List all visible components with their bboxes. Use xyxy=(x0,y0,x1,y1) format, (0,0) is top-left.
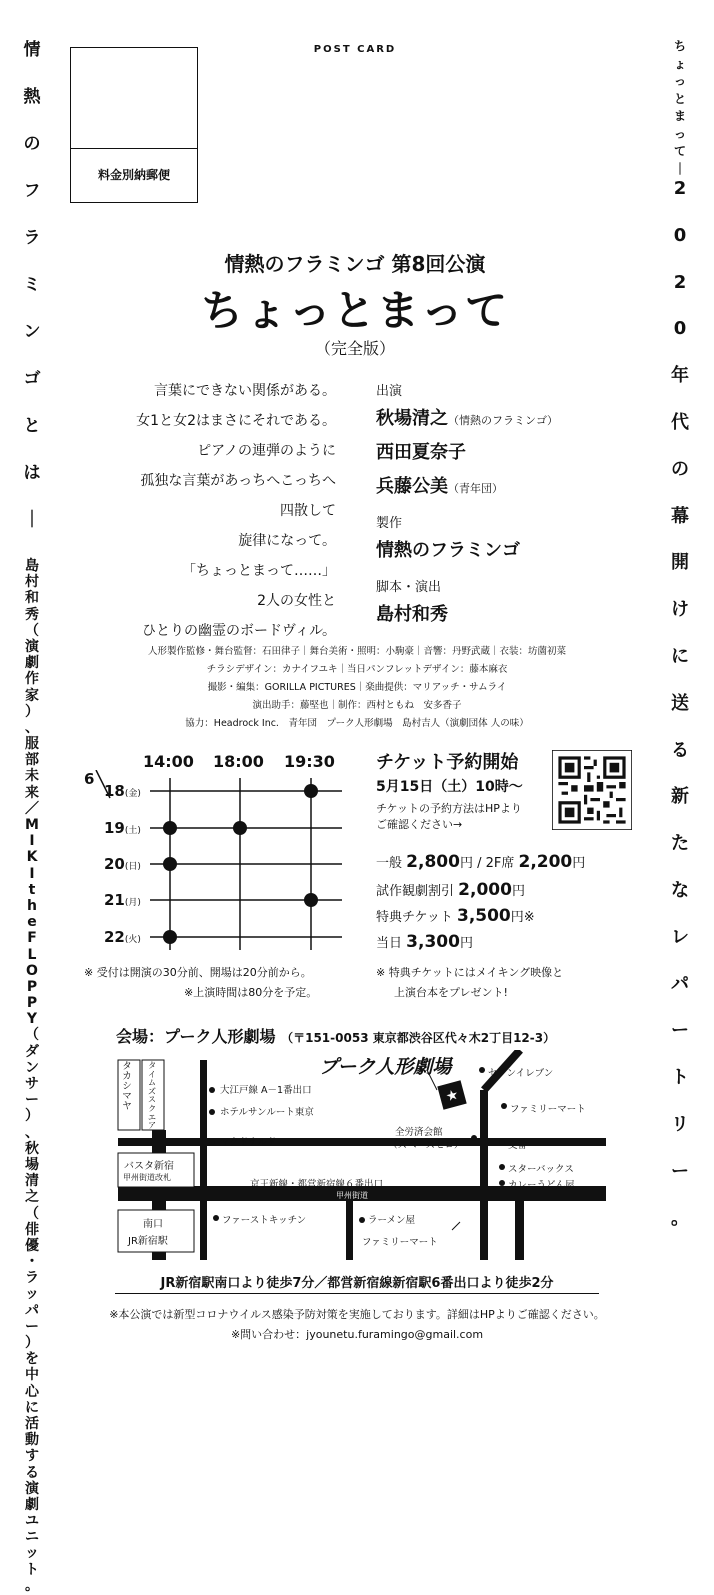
right-vertical-char-big: 2 xyxy=(673,178,687,199)
time-1: 14:00 xyxy=(143,752,194,771)
unit: 円 / 2F席 xyxy=(459,856,515,871)
map-hotel: ホテルサンルート東京 xyxy=(220,1107,314,1118)
left-vertical-char: F xyxy=(27,930,37,947)
left-vertical-char: 心 xyxy=(25,1383,39,1400)
left-vertical-char: 場 xyxy=(25,1156,39,1173)
ch: カ xyxy=(122,1071,132,1082)
left-vertical-char: （ xyxy=(25,1205,39,1222)
right-vertical-char-big: ー xyxy=(671,1020,689,1042)
poem-line: 「ちょっとまって……」 xyxy=(182,563,336,579)
left-vertical-char: 和 xyxy=(25,590,39,607)
ch: ズ xyxy=(148,1086,156,1096)
right-vertical-char-small: っ xyxy=(673,74,686,88)
left-vertical-char: ・ xyxy=(25,1254,39,1271)
left-vertical-char: （ xyxy=(25,622,39,639)
left-vertical-char: ラ xyxy=(23,228,41,248)
day: 21 xyxy=(104,891,125,909)
left-vertical-char: e xyxy=(27,914,37,931)
ch: タ xyxy=(122,1061,132,1072)
left-vertical-char: ッ xyxy=(25,1545,39,1562)
left-vertical-char: ） xyxy=(25,703,39,720)
left-vertical-char: ラ xyxy=(25,1270,39,1287)
left-vertical-char: M xyxy=(25,817,39,833)
note-bonus-1: ※ 特典チケットにはメイキング映像と xyxy=(376,966,564,979)
right-vertical-char-big: の xyxy=(671,458,689,480)
access-line: JR新宿駅南口より徒歩7分／都営新宿線新宿駅6番出口より徒歩2分 xyxy=(115,1272,599,1294)
left-vertical-char: 島 xyxy=(25,558,39,574)
map-koban: 交番 xyxy=(508,1140,528,1151)
cast-1 xyxy=(376,404,558,430)
left-vertical-char: 情 xyxy=(23,40,41,60)
staff-line: チラシデザイン：カナイフユキ｜当日パンフレットデザイン：藤本麻衣 xyxy=(206,664,508,675)
ch: イ xyxy=(148,1069,156,1079)
left-vertical-char: 中 xyxy=(25,1367,39,1384)
ch: ア xyxy=(148,1121,156,1131)
left-vertical-char: ／ xyxy=(25,800,39,817)
left-vertical-char: （ xyxy=(25,1027,39,1044)
prod-label: 製作 xyxy=(376,516,403,531)
producer: 情熱のフラミンゴ xyxy=(376,540,520,561)
map-seven: セブンイレブン xyxy=(488,1068,554,1079)
footer-contact[interactable]: ※問い合わせ：jyounetu.furamingo@gmail.com xyxy=(230,1328,484,1341)
title-sub: 情熱のフラミンゴ 第8回公演 xyxy=(224,252,486,276)
postage-box xyxy=(70,47,198,203)
poem-line: 孤独な言葉があっちへこっちへ xyxy=(140,473,336,489)
map-kaikan-1: 全労済会館 xyxy=(395,1127,443,1138)
price-bonus xyxy=(376,906,535,926)
performance-dot xyxy=(163,821,177,835)
right-vertical-text xyxy=(660,40,700,1256)
map-venue-name: プーク人形劇場 xyxy=(319,1056,452,1078)
cast-3-note: （青年団） xyxy=(448,482,503,495)
performance-dot xyxy=(163,930,177,944)
left-vertical-char: 来 xyxy=(25,784,39,801)
map-familymart-1: ファミリーマート xyxy=(510,1104,586,1115)
date-21 xyxy=(104,891,141,909)
right-vertical-char-small: ょ xyxy=(673,56,686,71)
staff-line: 人形製作監修・舞台監督：石田律子｜舞台美術・照明：小駒豪｜音響：丹野武蔵｜衣装：坊薗初菜 xyxy=(147,646,566,657)
venue-address: （〒151-0053 東京都渋谷区代々木2丁目12-3） xyxy=(281,1031,556,1045)
time-2: 18:00 xyxy=(213,752,264,771)
left-vertical-char: 劇 xyxy=(25,655,39,672)
right-vertical-char-big: レ xyxy=(671,926,689,948)
right-vertical-char-small: ち xyxy=(673,39,686,53)
right-vertical-char-big: け xyxy=(671,599,689,621)
label: 一般 xyxy=(376,856,403,871)
note-reception: ※ 受付は開演の30分前、開場は20分前から。 xyxy=(84,966,312,979)
performance-dot xyxy=(163,857,177,871)
label: 試作観劇割引 xyxy=(376,884,455,899)
left-vertical-char: 部 xyxy=(25,752,39,769)
right-vertical-char-big: 幕 xyxy=(671,505,689,527)
right-vertical-char-big: 2 xyxy=(673,271,687,293)
staff-credits xyxy=(80,643,634,733)
poem-line: 四散して xyxy=(280,503,336,519)
performance-dot xyxy=(304,784,318,798)
map-busta: バスタ新宿 xyxy=(124,1161,174,1172)
left-vertical-char: 活 xyxy=(25,1415,39,1432)
day: 19 xyxy=(104,819,125,837)
label: 特典チケット xyxy=(376,910,453,925)
right-vertical-char-small: て xyxy=(673,144,686,158)
left-vertical-char: ニ xyxy=(25,1529,39,1546)
map-koshu-road: 甲州街道 xyxy=(336,1191,368,1200)
ticket-method-2[interactable]: ご確認ください→ xyxy=(376,818,463,831)
venue-line xyxy=(116,1024,555,1047)
right-vertical-char-big: 0 xyxy=(673,224,687,246)
map-oedo-exit: 大江戸線 A－1番出口 xyxy=(220,1085,312,1096)
day: 22 xyxy=(104,928,125,946)
left-vertical-char: 服 xyxy=(25,736,39,753)
staff-line: 撮影・編集：GORILLA PICTURES｜楽曲提供：マリアッチ・サムライ xyxy=(207,682,507,693)
left-vertical-char: 、 xyxy=(25,719,39,736)
poem-line: 2人の女性と xyxy=(257,593,336,609)
right-vertical-char-big: 送 xyxy=(671,692,689,714)
left-vertical-char: I xyxy=(29,833,35,850)
left-vertical-char: 演 xyxy=(25,638,39,655)
svg-text:★: ★ xyxy=(444,1086,461,1106)
poem-line: 女1と女2はまさにそれである。 xyxy=(136,413,336,429)
left-vertical-char: I xyxy=(29,865,35,882)
map-timessquare xyxy=(145,1062,159,1131)
left-vertical-char: ー xyxy=(25,1092,39,1109)
poem-line: 旋律になって。 xyxy=(238,533,336,549)
ch: タ xyxy=(148,1061,156,1070)
left-vertical-char: す xyxy=(25,1448,39,1465)
right-vertical-char-big: パ xyxy=(671,973,689,995)
map-ramen: ラーメン屋 xyxy=(368,1215,416,1226)
unit: 円※ xyxy=(510,910,535,925)
map-mcdonalds: マクドナルド xyxy=(220,1137,277,1148)
day: 20 xyxy=(104,855,125,873)
cast-1-note: （情熱のフラミンゴ） xyxy=(448,414,558,427)
left-vertical-char: ン xyxy=(23,322,41,342)
footer-covid: ※本公演では新型コロナウイルス感染予防対策を実施しております。詳細はHPよりご確認ください。 xyxy=(109,1308,605,1321)
left-vertical-char: 。 xyxy=(25,1577,39,1594)
left-vertical-char: h xyxy=(27,897,37,914)
right-vertical-char-big: リ xyxy=(671,1113,689,1135)
left-vertical-char: P xyxy=(26,995,38,1012)
access-map xyxy=(112,1050,612,1260)
left-vertical-char: L xyxy=(27,946,37,963)
left-vertical-char: 秀 xyxy=(25,606,39,623)
map-jr-station: JR新宿駅 xyxy=(128,1236,168,1247)
price-door xyxy=(376,932,473,952)
left-vertical-char: ー xyxy=(25,1318,39,1335)
right-vertical-char-big: に xyxy=(671,645,689,667)
performance-dot xyxy=(304,893,318,907)
dow: (日) xyxy=(124,862,141,872)
left-vertical-text xyxy=(12,42,52,1595)
map-familymart-2: ファミリーマート xyxy=(362,1237,438,1248)
left-vertical-char: と xyxy=(23,416,41,436)
value-2f: 2,200 xyxy=(518,852,573,872)
note-duration: ※上演時間は80分を予定。 xyxy=(184,986,318,999)
right-vertical-char-small: っ xyxy=(673,126,686,141)
month-label: 6 xyxy=(84,770,95,788)
qr-code[interactable] xyxy=(552,750,632,830)
left-vertical-char: ミ xyxy=(23,275,41,295)
left-vertical-char: ） xyxy=(25,1108,39,1125)
unit: 円 xyxy=(511,884,525,899)
left-vertical-char: を xyxy=(25,1351,39,1368)
note-bonus-2: 上演台本をプレゼント! xyxy=(394,986,508,999)
left-vertical-char: P xyxy=(26,978,38,995)
dow: (月) xyxy=(124,898,141,908)
left-vertical-char: 秋 xyxy=(25,1140,39,1157)
right-vertical-char-big: た xyxy=(671,833,689,855)
title-main: ちょっとまって xyxy=(200,286,509,335)
right-vertical-char-big: 開 xyxy=(671,552,689,574)
poem xyxy=(80,376,336,646)
value: 3,500 xyxy=(456,906,511,926)
left-vertical-char: 作 xyxy=(25,671,39,688)
price-general xyxy=(376,852,585,872)
writer: 島村和秀 xyxy=(376,604,448,625)
right-vertical-char-big: 代 xyxy=(671,411,689,433)
post-card-label: POST CARD xyxy=(313,44,397,55)
left-vertical-char: 動 xyxy=(25,1432,39,1449)
left-vertical-char: る xyxy=(25,1464,39,1481)
right-vertical-char-big: ト xyxy=(671,1067,689,1089)
cast-1-name: 秋場清之 xyxy=(376,408,448,429)
date-20 xyxy=(104,855,141,873)
ch: マ xyxy=(122,1091,132,1102)
performance-dot xyxy=(233,821,247,835)
poem-line: 言葉にできない関係がある。 xyxy=(154,383,336,399)
left-vertical-char: は xyxy=(23,463,41,483)
staff-line: 協力：Headrock Inc. 青年団 プーク人形劇場 島村吉人（演劇団体 人の味） xyxy=(185,718,529,729)
map-takashimaya xyxy=(120,1062,134,1112)
right-vertical-char-big: 新 xyxy=(671,786,689,808)
right-vertical-char-small: と xyxy=(673,91,686,106)
right-vertical-char-small: ま xyxy=(673,109,686,123)
right-vertical-char-big: 。 xyxy=(671,1207,689,1229)
left-vertical-char: ト xyxy=(25,1561,39,1578)
left-vertical-char: t xyxy=(28,881,36,898)
left-vertical-char: に xyxy=(25,1399,39,1416)
left-vertical-char: ゴ xyxy=(23,369,41,389)
staff-line: 演出助手：藤堅也｜制作：西村ともね 安多香子 xyxy=(252,700,462,711)
time-3: 19:30 xyxy=(284,752,335,771)
cast-2: 西田夏奈子 xyxy=(376,442,466,463)
left-vertical-char: 、 xyxy=(25,1124,39,1141)
cast-3 xyxy=(376,472,503,498)
stamp-label: 料金別納郵便 xyxy=(97,168,170,182)
left-vertical-char: O xyxy=(26,962,38,979)
value: 3,300 xyxy=(406,932,460,952)
left-vertical-char: 之 xyxy=(25,1189,39,1206)
ch: シ xyxy=(122,1081,132,1092)
left-vertical-char: ッ xyxy=(25,1286,39,1303)
left-vertical-char: 俳 xyxy=(25,1221,39,1238)
map-kaikan-2: （スペースゼロ） xyxy=(388,1140,464,1151)
map-starbucks: スターバックス xyxy=(508,1164,574,1175)
left-vertical-char: 家 xyxy=(25,687,39,704)
left-vertical-char: 劇 xyxy=(25,1496,39,1513)
ch: エ xyxy=(148,1112,156,1122)
left-vertical-char: ユ xyxy=(25,1513,39,1530)
map-koshu-gate: 甲州街道改札 xyxy=(123,1173,171,1182)
map-keio-exit: 京王新線・都営新宿線６番出口 xyxy=(250,1179,384,1190)
date-18 xyxy=(104,782,141,800)
dow: (金) xyxy=(124,789,141,799)
right-vertical-char-big: な xyxy=(671,879,689,901)
left-vertical-char: Y xyxy=(26,1011,38,1028)
left-vertical-char: K xyxy=(26,849,38,866)
left-vertical-char: ン xyxy=(25,1059,39,1076)
unit: 円 xyxy=(572,856,586,871)
cast-3-name: 兵藤公美 xyxy=(376,476,448,497)
unit: 円 xyxy=(459,936,473,951)
right-vertical-char-big: ー xyxy=(671,1160,689,1182)
date-19 xyxy=(104,819,141,837)
ch: ム xyxy=(148,1078,156,1088)
day: 18 xyxy=(104,782,125,800)
venue-label: 会場：プーク人形劇場 xyxy=(116,1027,276,1046)
value: 2,000 xyxy=(458,880,512,900)
ticket-start-date: 5月15日（土）10時～ xyxy=(376,779,523,795)
label: 当日 xyxy=(376,936,403,951)
left-vertical-char: 村 xyxy=(25,574,39,591)
right-vertical-char-big: 0 xyxy=(673,318,687,340)
left-vertical-char: ） xyxy=(25,1335,39,1351)
poem-line: ピアノの連弾のように xyxy=(197,443,336,459)
right-vertical-char-big: 年 xyxy=(671,365,689,387)
left-vertical-char: 清 xyxy=(25,1173,39,1190)
left-vertical-char: パ xyxy=(25,1302,39,1319)
map-south-exit: 南口 xyxy=(143,1219,163,1230)
right-vertical-char-big: る xyxy=(671,739,689,761)
date-22 xyxy=(104,928,141,946)
title-edition: （完全版） xyxy=(314,339,395,358)
dow: (火) xyxy=(124,935,141,945)
left-vertical-char: 優 xyxy=(25,1237,39,1254)
left-vertical-char: ｜ xyxy=(23,510,41,530)
left-vertical-char: ダ xyxy=(25,1043,39,1060)
map-curry: カレーうどん屋 xyxy=(508,1180,575,1191)
cast-label: 出演 xyxy=(376,384,403,399)
price-trial xyxy=(376,880,525,900)
value: 2,800 xyxy=(406,852,460,872)
left-vertical-char: サ xyxy=(25,1076,39,1092)
poem-line: ひとりの幽霊のボードヴィル。 xyxy=(141,623,336,639)
ch: ヤ xyxy=(122,1101,132,1112)
writer-label: 脚本・演出 xyxy=(376,580,442,595)
right-vertical-char-small: ｜ xyxy=(673,161,686,176)
left-vertical-char: フ xyxy=(23,181,41,201)
left-vertical-char: 演 xyxy=(25,1480,39,1497)
left-vertical-char: 熱 xyxy=(23,87,41,107)
left-vertical-char: の xyxy=(23,134,41,154)
ticket-heading: チケット予約開始 xyxy=(376,752,519,773)
left-vertical-char: 未 xyxy=(25,768,39,785)
ch: ス xyxy=(148,1095,156,1105)
dow: (土) xyxy=(124,826,141,836)
ticket-method-1: チケットの予約方法はHPより xyxy=(376,802,522,815)
ch: ク xyxy=(148,1103,156,1113)
map-first-kitchen: ファーストキッチン xyxy=(222,1215,307,1226)
